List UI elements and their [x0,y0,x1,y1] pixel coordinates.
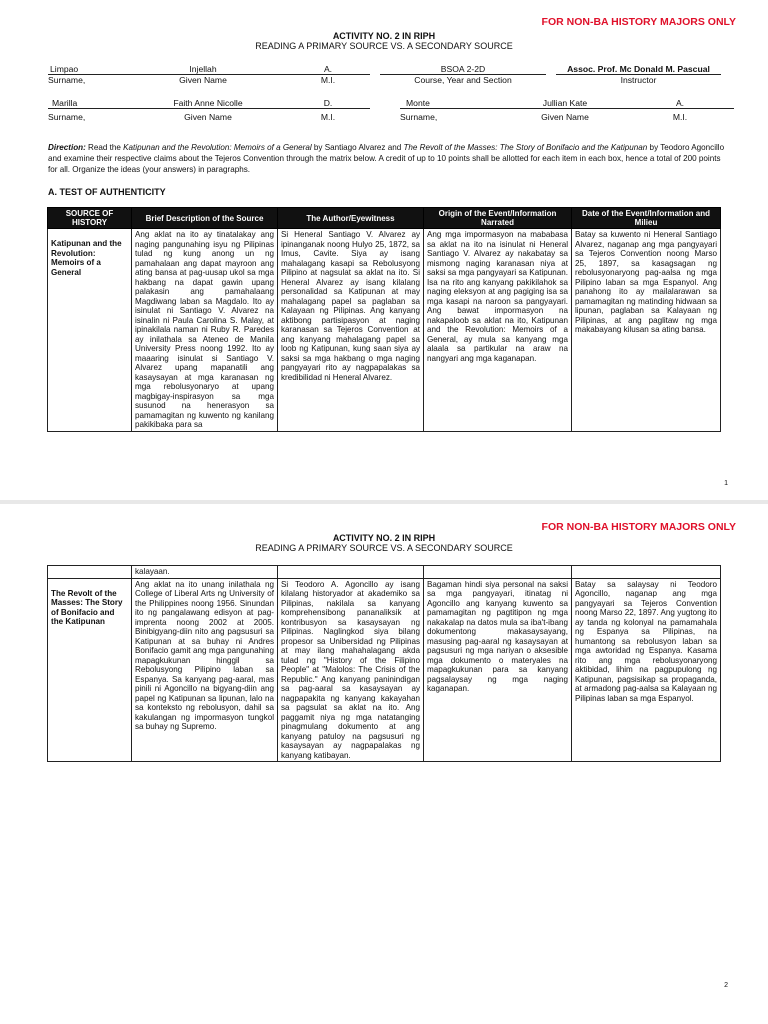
activity-subtitle: READING A PRIMARY SOURCE VS. A SECONDARY SOURCE [255,543,513,553]
direction-label: Direction: [48,143,86,152]
direction-paragraph: Direction: Read the Katipunan and the Revolution: Memoirs of a General by Santiago Alvarez and The Revolt of the Masses: The Story of Bonifacio and the Katipunan by Teodoro Agoncillo and examine their respective claims about the Tejeros Convention through the matrix below. A credit of up to 10 points shall be allotted for each item in each box, hence a total of 200 points for all. Organize the ideas (your answers) in paragraphs. [48,143,725,174]
row2-author: Si Teodoro A. Agoncillo ay isang kilalang historyador at akademiko sa Pilipinas, nakilala sa kanyang komprehensibong pananaliksik at kontribusyon sa kasaysayan ng Pilipinas. Naglingkod siya bilang propesor sa Unibersidad ng Pilipinas at may ilang mahahalagang akda tulad ng "History of the Filipino People" at "Malolos: The Crisis of the Republic." Ang kanyang paninindigan sa pag-aaral sa kasaysayan ay nagpapakita ng kanyang kakayahan sa pagsulat sa aklat na ito. Ang paggamit niya ng mga natatanging pinagmulang dokumento at ang kanyang patuloy na pagsusuri ng kasaysayan ay nagpapalakas ng kanyang katibayan. [278,578,424,762]
course-line [380,64,546,75]
surname-label: Surname, [48,112,86,122]
book-title-1: Katipunan and the Revolution: Memoirs of a General [123,143,312,152]
labels-line-2b [400,112,734,122]
given-name-label: Given Name [179,75,227,85]
activity-title-block [0,31,768,51]
student3-given-name: Jullian Kate [542,98,588,108]
row1-author: Si Heneral Santiago V. Alvarez ay ipinanganak noong Hulyo 25, 1872, sa Imus, Cavite. Siya ay isang mahalagang kasapi sa Rebolusyong Pilipino at nagsulat sa aklat na ito. Si Heneral Alvarez ay isang kilalang personalidad sa Katipunan at may mahalagang papel sa paglaban sa Kalayaan ng Pilipinas. Ang kanyang aktibong partisipasyon at naging karanasan sa Tejeros Convention at ang kanyang mahalagang papel sa loob ng Katipunan, kung saan siya ay saksi sa mga hakbang o mga naging pangyayari rito ay nagpapalakas sa kredibilidad ni Heneral Alvarez. [278,229,424,432]
given-name-label: Given Name [541,112,589,122]
page-number-2: 2 [724,982,728,989]
header-date: Date of the Event/Information and Milieu [572,208,721,229]
section-a-heading: A. TEST OF AUTHENTICITY [48,187,166,197]
row1-description-continued: kalayaan. [132,566,278,579]
activity-title-block [0,533,768,553]
student3-line [400,98,734,109]
header-author: The Author/Eyewitness [278,208,424,229]
table-row [48,229,721,432]
activity-title: ACTIVITY NO. 2 IN RIPH [332,533,436,543]
student3-surname: Monte [406,98,430,108]
header-description: Brief Description of the Source [132,208,278,229]
page-number-1: 1 [724,480,728,487]
activity-title: ACTIVITY NO. 2 IN RIPH [332,31,436,41]
given-name-label: Given Name [184,112,232,122]
row1-description: Ang aklat na ito ay tinatalakay ang naging pangunahing isyu ng Pilipinas tulad ng kung anong un ng pamahalaan ang dapat mayroon ang ating bansa at pag-uusap ukol sa mga hakbang na dapat gawin upang palakasin ang pamahalaang Magdiwang laban sa Magdalo. Ito ay isinulat ni Santiago V. Alvarez na isinalin ni Paula Carolina S. Malay, at ipinakilala naman ni Ruby R. Paredes ay inilathala sa Ateneo de Manila University Press noong 1992. Ito ay maaaring isinulat si Santiago V. Alvarez upang mapanatili ang kasaysayan at mga karanasan ng mga rebolusyonaryo at upang magbigay-inspirasyon sa mga susunod na henerasyon sa pamamagitan ng kuwento ng kanilang pakikibaka para sa [132,229,278,432]
activity-subtitle: READING A PRIMARY SOURCE VS. A SECONDARY SOURCE [255,41,513,51]
surname-label: Surname, [400,112,438,122]
continuation-row [48,566,721,579]
student1-given-name: Injellah [189,64,217,74]
authenticity-matrix-page2 [47,565,721,762]
page-1 [0,0,768,500]
instructor-value: Assoc. Prof. Mc Donald M. Pascual [567,64,710,74]
table-row [48,578,721,762]
row1-source: Katipunan and the Revolution: Memoirs of a General [48,229,132,432]
student2-surname: Marilla [52,98,78,108]
mi-label: M.I. [320,75,336,85]
student2-line [48,98,370,109]
non-ba-banner: FOR NON-BA HISTORY MAJORS ONLY [541,521,736,533]
student1-mi: A. [323,64,333,74]
student1-surname: Limpao [50,64,79,74]
labels-line-2a [48,112,370,122]
header-source: SOURCE OF HISTORY [48,208,132,229]
page-2 [0,504,768,1024]
row1-date: Batay sa kuwento ni Heneral Santiago Alvarez, naganap ang mga pangyayari sa Tejeros Convention noong Marso 25, 1897, sa kasagsagan ng rebolusyonaryong pag-aalsa ng mga Pilipino laban sa mga Espanyol. Ang panahong ito ay mailalarawan sa pamamagitan ng matinding hidwaan sa lipunan, paglaban sa Kalayaan ng Pilipinas, at ang paglitaw ng mga makabayang kilusan sa ating bansa. [572,229,721,432]
student3-mi: A. [675,98,685,108]
authenticity-matrix-page1 [47,207,721,432]
row1-origin: Ang mga impormasyon na mababasa sa aklat na ito na isinulat ni Heneral Santiago V. Alvarez ay nakabatay sa mismong naging karanasan niya at saksi sa mga pangyayari sa Katipunan. Isa na rito ang kanyang pakikilahok sa naging eleksyon at ang pagiging isa sa mga kasapi na naroon sa pangyayari. Ang bawat impormasyon na nakapaloob sa aklat na ito, Katipunan and the Revolution: Memoirs of a General, ay mula sa kanyang mga alaala sa partikular na araw na nangyari ang mga kaganapan. [424,229,572,432]
non-ba-banner: FOR NON-BA HISTORY MAJORS ONLY [541,16,736,28]
course-value: BSOA 2-2D [440,64,486,74]
instructor-line [556,64,721,75]
student1-line [48,64,370,75]
course-label: Course, Year and Section [414,75,512,85]
mi-label: M.I. [672,112,688,122]
student2-given-name: Faith Anne Nicolle [173,98,243,108]
instructor-label: Instructor [620,75,657,85]
matrix-header-row [48,208,721,229]
row2-date: Batay sa salaysay ni Teodoro Agoncillo, naganap ang mga pangyayari sa Tejeros Convention noong Marso 22, 1897. Ang yugtong ito ay tanda ng kolonyal na pamamahala ng Espanya sa Pilipinas, na humantong sa rebolusyon laban sa mga awtoridad ng Espanya. Kasama rito ang mga rebolusyonaryong aktibidad, lihim na pagpupulong ng Katipunan, pagsisikap sa propaganda, at armadong pag-aalsa sa Kalayaan ng Pilipinas laban sa mga Espanyol. [572,578,721,762]
row2-description: Ang aklat na ito unang inilathala ng College of Liberal Arts ng University of the Philippines noong 1956. Sinundan ito ng pangalawang edisyon at pag-imprenta noong 2002 at 2005. Binibigyang-diin nito ang pagsusuri sa Katipunan at sa buhay ni Andres Bonifacio gamit ang mga pangunahing mapagkukunan hinggil sa Rebolusyong Pilipino laban sa Espanya. Sa kanyang pag-aaral, mas pinili ni Agoncillo na bigyang-diin ang papel ng Katipunan sa lipunan, lalo na sa konteksto ng rebolusyon, dahil sa kakulangan ng impormasyon tungkol sa buhay ng Supremo. [132,578,278,762]
surname-label: Surname, [48,75,86,85]
header-origin: Origin of the Event/Information Narrated [424,208,572,229]
row2-origin: Bagaman hindi siya personal na saksi sa mga pangyayari, itinatag ni Agoncillo ang kanyang kuwento sa pamamagitan ng pagtitipon ng mga nakakalap na datos mula sa iba't-ibang dokumentong makasaysayang, masusing pag-aaral ng kasaysayan at pagsusuri ng mga nariyan o aksesible mga dokumento o materyales na mapagkukunan para sa kanyang pagsalaysay ng mga naging kaganapan. [424,578,572,762]
book-title-2: The Revolt of the Masses: The Story of Bonifacio and the Katipunan [403,143,648,152]
student2-mi: D. [323,98,333,108]
mi-label: M.I. [320,112,336,122]
row2-source: The Revolt of the Masses: The Story of Bonifacio and the Katipunan [48,578,132,762]
labels-line-1 [48,75,738,85]
